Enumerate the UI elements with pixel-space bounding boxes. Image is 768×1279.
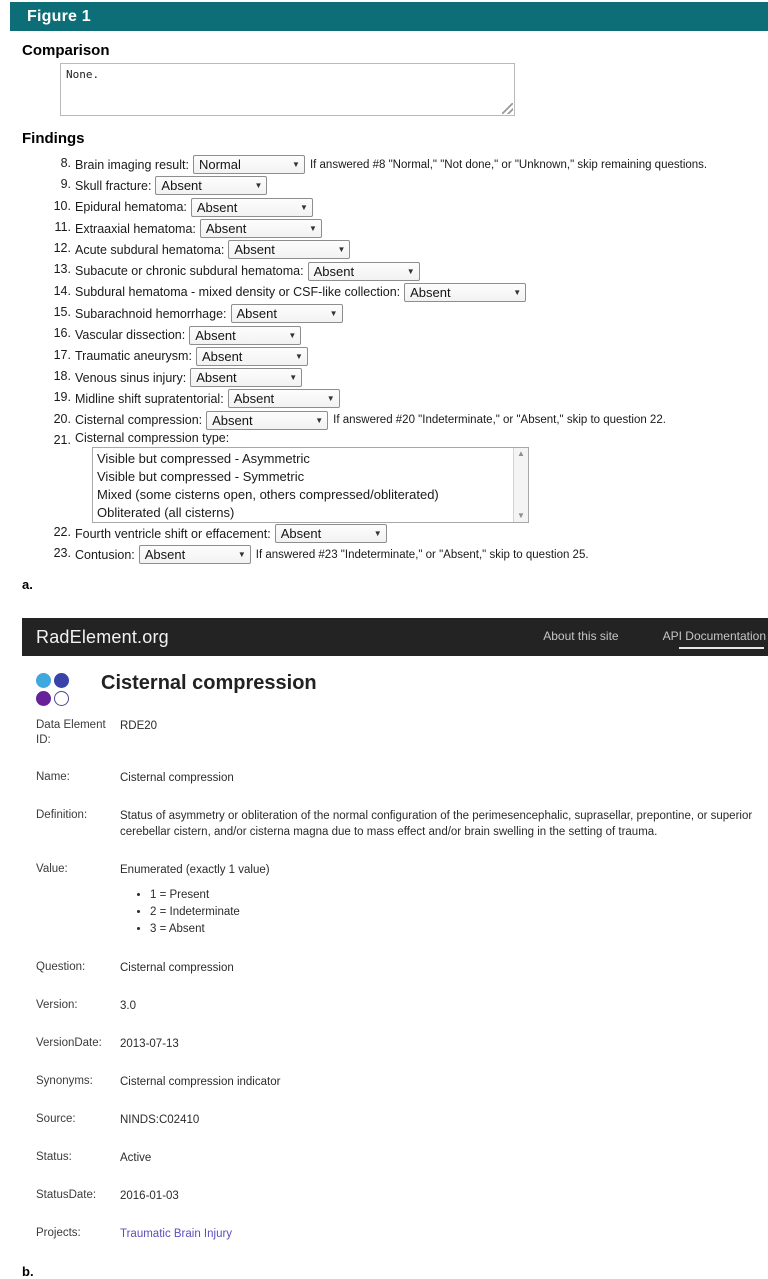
panel-b-letter: b.	[22, 1264, 34, 1279]
detail-value-text: Active	[120, 1152, 152, 1164]
detail-label: StatusDate:	[36, 1189, 97, 1201]
detail-value	[120, 1112, 199, 1128]
detail-value	[120, 960, 234, 976]
question-number: 15.	[53, 305, 71, 320]
answer-select[interactable]	[228, 240, 350, 259]
answer-select-value: Absent	[196, 199, 238, 215]
question-number: 17.	[53, 347, 71, 362]
panel-a-letter: a.	[22, 577, 33, 593]
detail-row	[22, 960, 768, 976]
detail-value-text: Cisternal compression indicator	[120, 1076, 281, 1088]
element-title-row	[22, 670, 768, 706]
detail-value-text: Cisternal compression	[120, 772, 234, 784]
question-number: 22.	[53, 524, 71, 539]
question-number: 19.	[53, 390, 71, 405]
question-label: Skull fracture:	[75, 178, 152, 193]
question-label: Traumatic aneurysm:	[75, 349, 192, 364]
answer-select-value: Absent	[233, 391, 275, 407]
detail-label: Status:	[36, 1151, 72, 1163]
chevron-down-icon: ▼	[289, 373, 298, 383]
question-label: Cisternal compression:	[75, 413, 203, 428]
detail-label: Projects:	[36, 1227, 81, 1239]
detail-row	[22, 770, 768, 786]
answer-select-value: Absent	[161, 178, 202, 194]
detail-label: VersionDate:	[36, 1037, 102, 1049]
answer-select[interactable]	[190, 368, 302, 387]
detail-row	[22, 998, 768, 1014]
listbox-scrollbar[interactable]	[513, 448, 528, 522]
chevron-down-icon: ▼	[299, 202, 308, 212]
detail-value-text: NINDS:C02410	[120, 1114, 200, 1126]
answer-select-value: Absent	[201, 348, 243, 364]
detail-row	[22, 808, 768, 840]
chevron-down-icon: ▼	[337, 245, 346, 255]
chevron-down-icon: ▼	[315, 415, 324, 425]
listbox-option[interactable]: Visible but compressed - Asymmetric	[97, 450, 310, 466]
finding-question-row	[53, 197, 768, 218]
finding-question-row	[53, 282, 768, 303]
chevron-down-icon: ▼	[329, 309, 338, 319]
site-body	[22, 656, 768, 1242]
listbox-option[interactable]: Mixed (some cisterns open, others compressed/obliterated)	[97, 486, 439, 502]
detail-value	[120, 808, 765, 840]
question-number: 8.	[60, 156, 71, 170]
logo-dot-hollow-icon	[54, 691, 69, 706]
detail-value	[120, 718, 157, 748]
chevron-down-icon: ▼	[513, 287, 522, 297]
detail-value	[120, 998, 136, 1014]
figure-banner-label: Figure 1	[27, 7, 91, 25]
answer-select[interactable]	[155, 176, 267, 195]
detail-row	[22, 1150, 768, 1166]
finding-question-row	[53, 367, 768, 388]
detail-row	[22, 1074, 768, 1090]
enumerated-value-item: • 3 = Absent	[150, 921, 270, 938]
question-skip-hint: If answered #20 "Indeterminate," or "Absent," skip to question 22.	[333, 414, 666, 427]
detail-label: Version:	[36, 999, 78, 1011]
detail-row	[22, 1112, 768, 1128]
detail-row	[22, 1036, 768, 1052]
finding-question-row	[53, 260, 768, 281]
detail-value	[120, 1188, 179, 1204]
answer-select-value: Absent	[212, 412, 253, 428]
logo-dot-blue-icon	[54, 673, 69, 688]
detail-value-text: Status of asymmetry or obliteration of the normal configuration of the perimesencephalic, suprasellar, prepontine, or superior cerebellar cistern, and/or cisterna magna due to mass effect and/or brain swelling in the setting of trauma.	[120, 810, 753, 838]
answer-select[interactable]	[228, 389, 340, 408]
finding-question-row	[53, 523, 768, 544]
site-navbar	[22, 618, 768, 656]
chevron-down-icon: ▼	[237, 550, 246, 560]
answer-select-value: Absent	[144, 547, 186, 563]
detail-row	[22, 862, 768, 938]
findings-question-list	[0, 154, 768, 565]
nav-link-api-documentation[interactable]: API Documentation	[663, 629, 766, 646]
question-number: 11.	[54, 219, 71, 234]
question-number: 23.	[53, 546, 71, 561]
question-label: Epidural hematoma:	[75, 200, 187, 215]
listbox-options	[93, 448, 513, 522]
resize-handle-icon[interactable]	[502, 103, 513, 114]
question-label: Subarachnoid hemorrhage:	[75, 306, 227, 321]
answer-select-value: Absent	[205, 221, 247, 237]
figure-banner	[10, 2, 768, 31]
listbox-option[interactable]: Obliterated (all cisterns)	[97, 504, 235, 520]
finding-question-row	[54, 218, 768, 239]
answer-select[interactable]	[189, 326, 301, 345]
chevron-down-icon: ▼	[254, 181, 263, 191]
question-number: 13.	[53, 262, 71, 277]
radelement-logo-icon	[36, 673, 76, 706]
enumerated-value-item: • 1 = Present	[150, 887, 270, 904]
question-skip-hint: If answered #8 "Normal," "Not done," or "Unknown," skip remaining questions.	[309, 158, 708, 171]
finding-question-row	[53, 324, 768, 345]
question-label: Subacute or chronic subdural hematoma:	[75, 264, 304, 279]
answer-select[interactable]	[308, 262, 420, 281]
cisternal-compression-type-listbox[interactable]	[92, 447, 529, 523]
question-number: 12.	[53, 241, 71, 256]
question-label: Brain imaging result:	[75, 157, 189, 172]
detail-value-text: 2016-01-03	[120, 1190, 179, 1202]
question-label: Venous sinus injury:	[75, 370, 187, 385]
findings-heading: Findings	[22, 130, 85, 147]
answer-select[interactable]	[206, 411, 328, 430]
chevron-down-icon: ▼	[308, 224, 317, 234]
question-number: 21.	[53, 432, 71, 447]
listbox-option[interactable]: Visible but compressed - Symmetric	[97, 468, 305, 484]
answer-select[interactable]	[231, 304, 343, 323]
chevron-down-icon: ▼	[288, 330, 297, 340]
comparison-textarea[interactable]	[60, 63, 515, 116]
question-number: 14.	[53, 283, 71, 298]
finding-question-row-listbox	[53, 430, 768, 523]
answer-select[interactable]	[139, 545, 251, 564]
question-label: Acute subdural hematoma:	[75, 242, 225, 257]
detail-value	[120, 1036, 179, 1052]
question-label: Subdural hematoma - mixed density or CSF-like collection:	[75, 285, 401, 300]
answer-select[interactable]	[196, 347, 308, 366]
answer-select-value: Absent	[195, 327, 236, 343]
finding-question-row	[53, 410, 768, 431]
finding-question-row	[60, 154, 768, 175]
answer-select[interactable]	[191, 198, 313, 217]
finding-question-row	[53, 303, 768, 324]
question-number: 16.	[53, 326, 71, 341]
chevron-down-icon: ▼	[373, 529, 382, 538]
answer-select[interactable]	[193, 155, 305, 174]
chevron-down-icon: ▼	[292, 160, 300, 170]
detail-label: Synonyms:	[36, 1075, 93, 1087]
question-label: Midline shift supratentorial:	[75, 391, 224, 406]
answer-select-value: Absent	[234, 242, 275, 258]
nav-link-about-this-site[interactable]: About this site	[543, 628, 619, 643]
detail-label: Data Element ID:	[36, 719, 106, 746]
triangle-down-icon[interactable]: ▼	[517, 510, 525, 520]
detail-row	[22, 1188, 768, 1204]
question-number: 20.	[53, 411, 71, 426]
detail-label: Name:	[36, 771, 70, 783]
question-label: Vascular dissection:	[75, 328, 186, 343]
enumerated-values-list	[120, 887, 270, 938]
finding-question-row	[53, 544, 768, 565]
comparison-heading: Comparison	[22, 42, 110, 59]
logo-dot-cyan-icon	[36, 673, 51, 688]
detail-value	[120, 770, 234, 786]
answer-select-value: Absent	[196, 370, 237, 386]
report-form-panel	[0, 34, 768, 592]
project-link[interactable]: Traumatic Brain Injury	[120, 1228, 233, 1240]
question-label: Contusion:	[75, 547, 135, 562]
detail-value-text: RDE20	[120, 720, 158, 732]
enumerated-value-item: • 2 = Indeterminate	[150, 904, 270, 921]
detail-value	[120, 862, 270, 938]
site-nav-links	[499, 629, 768, 646]
radelement-site-panel	[22, 618, 768, 1279]
detail-value-text: 3.0	[120, 1000, 136, 1012]
answer-select-value: Absent	[313, 263, 355, 279]
answer-select[interactable]	[404, 283, 526, 302]
detail-row	[22, 1226, 768, 1242]
finding-question-row	[60, 175, 768, 196]
question-label: Fourth ventricle shift or effacement:	[75, 526, 271, 541]
question-number: 9.	[60, 177, 71, 192]
detail-value	[120, 1150, 151, 1166]
detail-value	[120, 1226, 232, 1242]
answer-select-value: Absent	[280, 526, 322, 541]
finding-question-row	[53, 239, 768, 260]
answer-select-value: Normal	[198, 157, 241, 173]
page-title: Cisternal compression	[101, 672, 317, 694]
detail-label: Definition:	[36, 809, 88, 821]
answer-select-value: Absent	[410, 284, 451, 300]
detail-value-text: Enumerated (exactly 1 value)	[120, 864, 270, 876]
detail-label: Source:	[36, 1113, 76, 1125]
logo-dot-purple-icon	[36, 691, 51, 706]
detail-label: Value:	[36, 863, 68, 875]
finding-question-row	[53, 388, 768, 409]
triangle-up-icon[interactable]: ▲	[517, 448, 525, 458]
question-number: 18.	[53, 368, 71, 383]
chevron-down-icon: ▼	[326, 394, 335, 404]
chevron-down-icon: ▼	[406, 266, 415, 276]
answer-select-value: Absent	[236, 306, 277, 322]
question-number: 10.	[53, 198, 71, 213]
question-label: Cisternal compression type:	[75, 430, 230, 445]
detail-value	[120, 1074, 280, 1090]
site-brand[interactable]: RadElement.org	[36, 626, 169, 647]
finding-question-row	[53, 346, 768, 367]
question-skip-hint: If answered #23 "Indeterminate," or "Absent," skip to question 25.	[255, 548, 589, 561]
detail-row	[22, 718, 768, 748]
detail-value-text: Cisternal compression	[120, 962, 234, 974]
detail-label: Question:	[36, 961, 86, 973]
question-label: Extraaxial hematoma:	[75, 221, 196, 236]
chevron-down-icon: ▼	[295, 351, 303, 361]
detail-value-text: 2013-07-13	[120, 1038, 179, 1050]
answer-select[interactable]	[200, 219, 322, 238]
element-detail-table	[22, 718, 768, 1242]
comparison-text: None.	[66, 68, 100, 81]
answer-select[interactable]	[275, 524, 387, 543]
